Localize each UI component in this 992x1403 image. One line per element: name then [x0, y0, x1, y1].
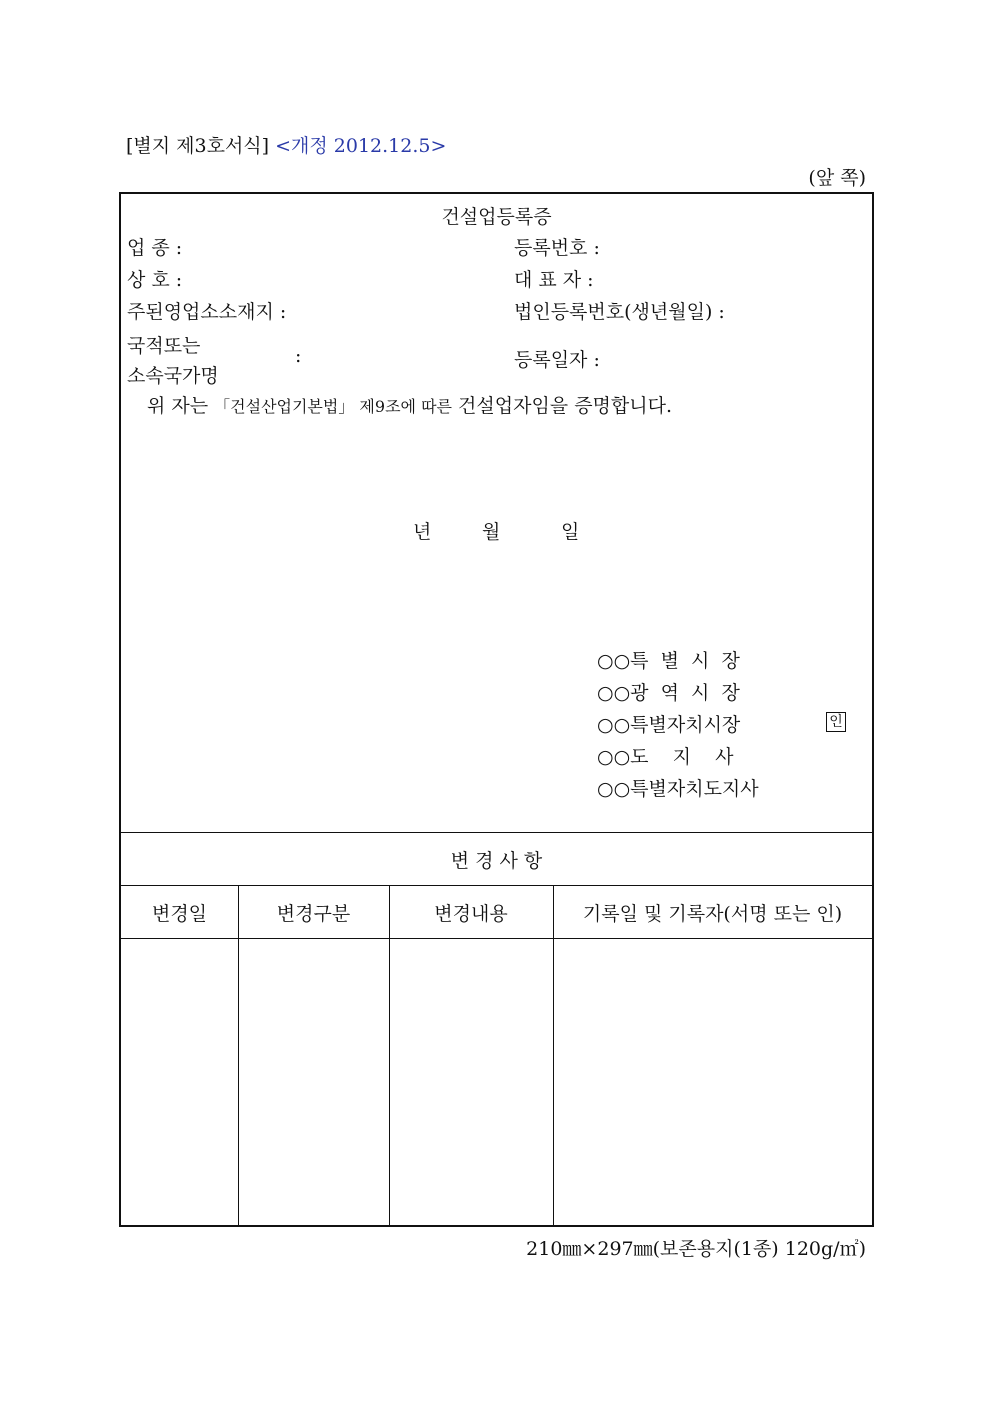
- nationality-label-line1: 국적또는: [127, 335, 201, 357]
- statement-law: 「건설산업기본법」 제9조에 따른: [214, 397, 452, 416]
- changes-header-bottom-line: [121, 938, 872, 939]
- main-office-label: 주된영업소소재지 :: [127, 301, 287, 323]
- date-month: 월: [482, 521, 501, 543]
- registration-number-label: 등록번호 :: [514, 237, 600, 259]
- statement-suffix: 건설업자임을 증명합니다.: [458, 395, 673, 417]
- page-side-label: (앞 쪽): [808, 167, 866, 189]
- date-day: 일: [561, 521, 580, 543]
- statement-prefix: 위 자는: [147, 395, 209, 417]
- trade-name-label: 상 호 :: [127, 269, 183, 291]
- revision-note: <개정 2012.12.5>: [275, 135, 447, 157]
- business-type-label: 업 종 :: [127, 237, 183, 259]
- column-divider: [553, 885, 554, 1225]
- seal-mark: 인: [826, 712, 846, 732]
- corp-reg-number-label: 법인등록번호(생년월일) :: [514, 301, 725, 323]
- column-divider: [389, 885, 390, 1225]
- nationality-label-line2: 소속국가명: [127, 365, 219, 387]
- form-number: [별지 제3호서식]: [126, 135, 270, 157]
- column-change-content: 변경내용: [434, 903, 508, 925]
- registration-date-label: 등록일자 :: [514, 349, 600, 371]
- representative-label: 대 표 자 :: [514, 269, 594, 291]
- changes-title: 변 경 사 항: [450, 850, 543, 872]
- issuer-special-self-governing-province: ○○특별자치도지사: [597, 778, 759, 800]
- form-label: [126, 131, 446, 158]
- column-divider: [238, 885, 239, 1225]
- section-divider: [121, 832, 872, 833]
- certificate-title: 건설업등록증: [441, 206, 552, 228]
- column-record-info: 기록일 및 기록자(서명 또는 인): [582, 903, 843, 925]
- paper-spec: 210㎜×297㎜(보존용지(1종) 120g/㎡): [526, 1238, 866, 1260]
- issuer-special-city: ○○특 별 시 장: [597, 650, 740, 672]
- issuer-province: ○○도 지 사: [597, 746, 734, 768]
- column-change-type: 변경구분: [276, 903, 351, 925]
- column-change-date: 변경일: [151, 903, 208, 925]
- issuer-special-self-governing-city: ○○특별자치시장: [597, 714, 741, 736]
- issuer-metropolitan-city: ○○광 역 시 장: [597, 682, 740, 704]
- certificate-form: [119, 192, 874, 1227]
- date-year: 년: [413, 521, 432, 543]
- nationality-colon: :: [295, 345, 302, 367]
- certification-statement: [147, 391, 672, 418]
